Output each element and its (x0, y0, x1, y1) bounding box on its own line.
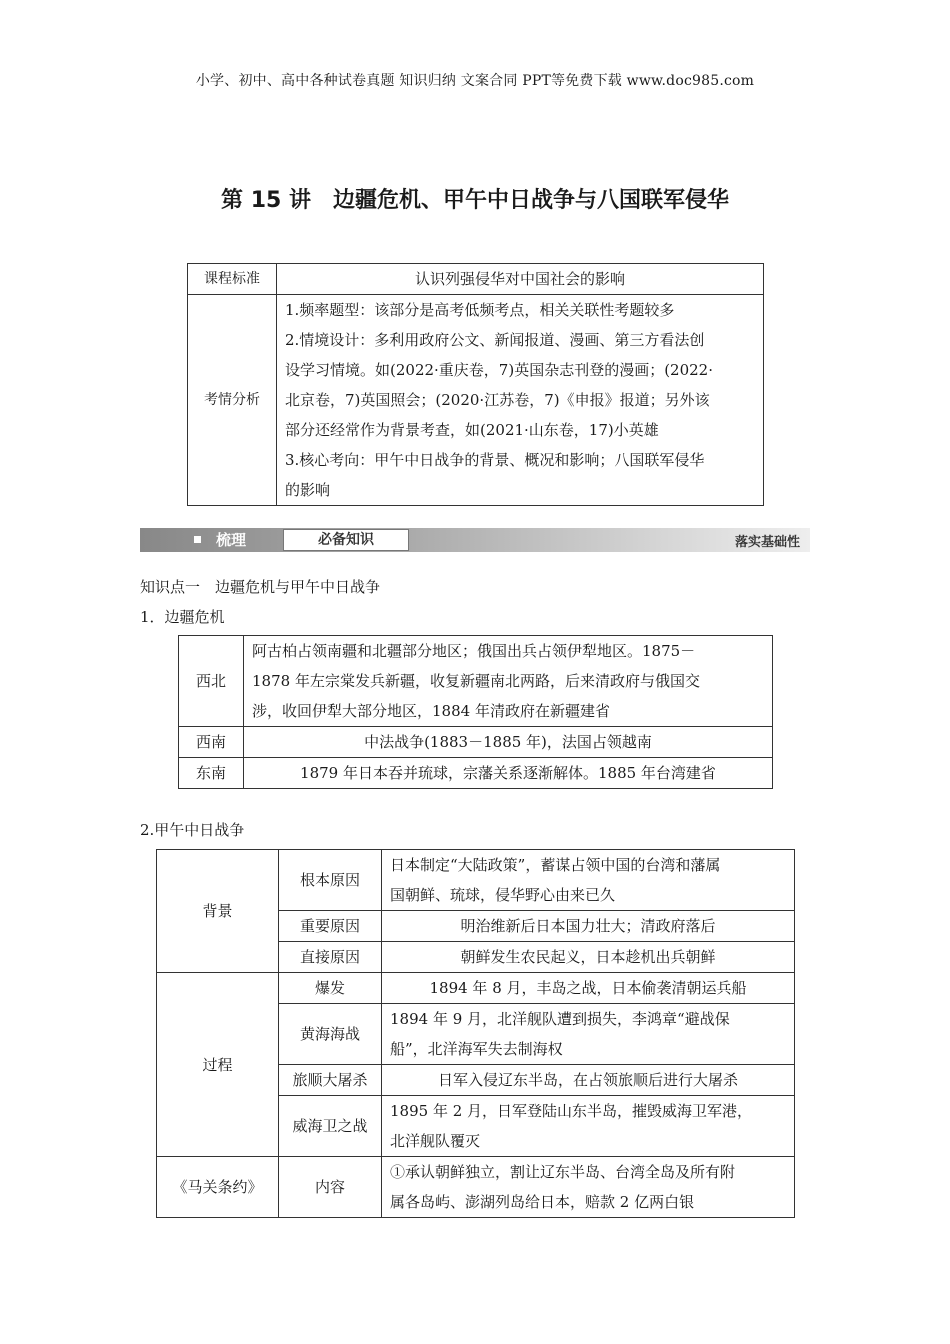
item-content (382, 1157, 795, 1218)
region-cell: 西北 (179, 636, 244, 727)
subheading-war: 2.甲午中日战争 (140, 821, 245, 839)
item-cell: 直接原因 (279, 942, 382, 973)
table-row (179, 636, 773, 727)
analysis-line: 1.频率题型：该部分是高考低频考点，相关关联性考题较多 (285, 301, 675, 319)
section-tagline: 落实基础性 (734, 535, 800, 550)
region-cell: 东南 (179, 758, 244, 789)
analysis-line: 2.情境设计：多利用政府公文、新闻报道、漫画、第三方看法创 (285, 331, 705, 349)
region-content: 中法战争(1883－1885 年)，法国占领越南 (244, 727, 773, 758)
content-line: 1878 年左宗棠发兵新疆，收复新疆南北两路，后来清政府与俄国交 (252, 672, 700, 690)
content-line: 属各岛屿、澎湖列岛给日本，赔款 2 亿两白银 (390, 1193, 695, 1211)
analysis-line: 3.核心考向：甲午中日战争的背景、概况和影响；八国联军侵华 (285, 451, 705, 469)
item-content (382, 850, 795, 911)
content-line: 北洋舰队覆灭 (390, 1132, 481, 1150)
region-content (244, 636, 773, 727)
table-row (188, 264, 764, 295)
item-content: 1894 年 8 月，丰岛之战，日本偷袭清朝运兵船 (382, 973, 795, 1004)
region-content: 1879 年日本吞并琉球，宗藩关系逐渐解体。1885 年台湾建省 (244, 758, 773, 789)
item-cell: 内容 (279, 1157, 382, 1218)
content-line: 1895 年 2 月，日军登陆山东半岛，摧毁威海卫军港， (390, 1102, 753, 1120)
analysis-content (277, 295, 764, 506)
standards-table (187, 263, 764, 506)
item-content: 朝鲜发生农民起义，日本趁机出兵朝鲜 (382, 942, 795, 973)
item-content: 日军入侵辽东半岛，在占领旅顺后进行大屠杀 (382, 1065, 795, 1096)
item-content: 明治维新后日本国力壮大；清政府落后 (382, 911, 795, 942)
page-header: 小学、初中、高中各种试卷真题 知识归纳 文案合同 PPT等免费下载 www.doc985.com (195, 73, 755, 89)
section-title: 梳理 (216, 531, 247, 549)
frontier-crisis-table (178, 635, 773, 789)
item-content (382, 1096, 795, 1157)
analysis-line: 北京卷，7)英国照会；(2020·江苏卷，7)《申报》报道；另外该 (285, 391, 710, 409)
table-row (157, 973, 795, 1004)
content-line: ①承认朝鲜独立，割让辽东半岛、台湾全岛及所有附 (390, 1163, 736, 1181)
table-row (179, 758, 773, 789)
category-cell: 过程 (157, 973, 279, 1157)
region-cell: 西南 (179, 727, 244, 758)
item-cell: 威海卫之战 (279, 1096, 382, 1157)
subheading-frontier: 1．边疆危机 (140, 608, 225, 626)
table-row (157, 850, 795, 911)
sino-japanese-war-table (156, 849, 795, 1218)
analysis-label: 考情分析 (188, 295, 277, 506)
standard-content: 认识列强侵华对中国社会的影响 (277, 264, 764, 295)
standard-label: 课程标准 (188, 264, 277, 295)
content-line: 船”，北洋海军失去制海权 (390, 1040, 563, 1058)
knowledge-point-heading: 知识点一 边疆危机与甲午中日战争 (140, 578, 381, 596)
content-line: 国朝鲜、琉球，侵华野心由来已久 (390, 886, 616, 904)
analysis-line: 部分还经常作为背景考查，如(2021·山东卷，17)小英雄 (285, 421, 659, 439)
table-row (188, 295, 764, 506)
table-row (179, 727, 773, 758)
section-subtitle-box: 必备知识 (283, 529, 409, 551)
item-cell: 爆发 (279, 973, 382, 1004)
content-line: 1894 年 9 月，北洋舰队遭到损失，李鸿章“避战保 (390, 1010, 730, 1028)
analysis-line: 设学习情境。如(2022·重庆卷，7)英国杂志刊登的漫画；(2022· (285, 361, 713, 379)
item-cell: 旅顺大屠杀 (279, 1065, 382, 1096)
analysis-line: 的影响 (285, 481, 331, 499)
item-cell: 重要原因 (279, 911, 382, 942)
item-cell: 黄海海战 (279, 1004, 382, 1065)
table-row (157, 1157, 795, 1218)
category-cell: 背景 (157, 850, 279, 973)
section-banner (140, 528, 810, 552)
page-title: 第 15 讲 边疆危机、甲午中日战争与八国联军侵华 (221, 188, 729, 213)
square-bullet-icon (194, 536, 201, 543)
item-content (382, 1004, 795, 1065)
category-cell: 《马关条约》 (157, 1157, 279, 1218)
content-line: 日本制定“大陆政策”，蓄谋占领中国的台湾和藩属 (390, 856, 721, 874)
content-line: 涉，收回伊犁大部分地区，1884 年清政府在新疆建省 (252, 702, 610, 720)
item-cell: 根本原因 (279, 850, 382, 911)
content-line: 阿古柏占领南疆和北疆部分地区；俄国出兵占领伊犁地区。1875－ (252, 642, 696, 660)
